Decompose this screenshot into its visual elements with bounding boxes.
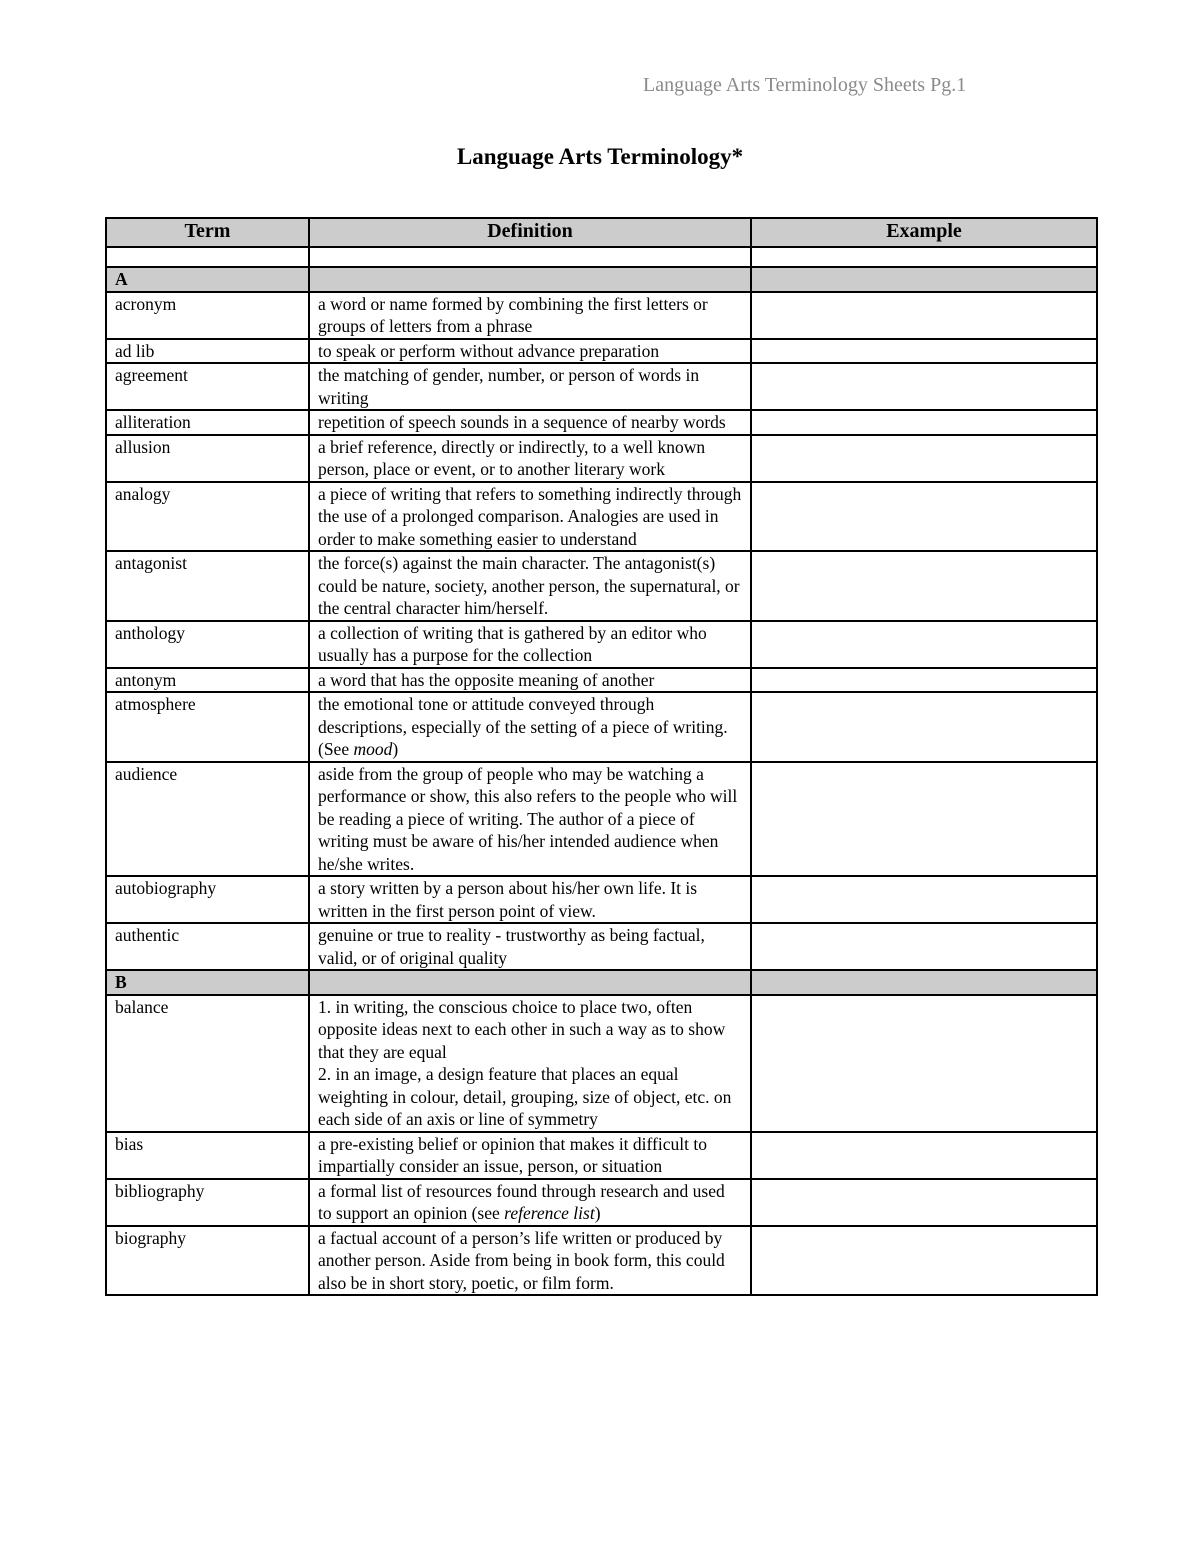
blank-cell xyxy=(309,247,751,267)
table-header-row xyxy=(106,218,1097,247)
cross-reference-term: reference list xyxy=(504,1203,595,1223)
document-title: Language Arts Terminology* xyxy=(456,144,744,169)
column-header-term: Term xyxy=(106,218,309,247)
term-cell: autobiography xyxy=(106,876,309,923)
term-cell: alliteration xyxy=(106,410,309,435)
definition-cell: to speak or perform without advance preparation xyxy=(309,339,751,364)
definition-line: 2. in an image, a design feature that places an equal weighting in colour, detail, grouping, size of object, etc. on each side of an axis or line of symmetry xyxy=(318,1064,732,1129)
term-cell: atmosphere xyxy=(106,692,309,762)
example-cell xyxy=(751,435,1097,482)
definition-cell: aside from the group of people who may be watching a performance or show, this also refers to the people who will be reading a piece of writing. The author of a piece of writing must be aware of his/her intended audience when he/she writes. xyxy=(309,762,751,877)
example-cell xyxy=(751,762,1097,877)
definition-cell: repetition of speech sounds in a sequence of nearby words xyxy=(309,410,751,435)
section-blank-cell xyxy=(751,267,1097,292)
example-cell xyxy=(751,1179,1097,1226)
section-blank-cell xyxy=(751,970,1097,995)
term-cell: authentic xyxy=(106,923,309,970)
table-row xyxy=(106,1179,1097,1226)
example-cell xyxy=(751,551,1097,621)
term-cell: bias xyxy=(106,1132,309,1179)
term-cell: ad lib xyxy=(106,339,309,364)
definition-cell xyxy=(309,692,751,762)
example-cell xyxy=(751,876,1097,923)
table-row xyxy=(106,482,1097,552)
example-cell xyxy=(751,363,1097,410)
example-cell xyxy=(751,923,1097,970)
section-row-b xyxy=(106,970,1097,995)
example-cell xyxy=(751,339,1097,364)
example-cell xyxy=(751,292,1097,339)
section-blank-cell xyxy=(309,267,751,292)
definition-cell: a piece of writing that refers to something indirectly through the use of a prolonged comparison. Analogies are used in order to make something easier to understand xyxy=(309,482,751,552)
term-cell: agreement xyxy=(106,363,309,410)
cross-reference-term: mood xyxy=(353,739,393,759)
example-cell xyxy=(751,1226,1097,1296)
table-row xyxy=(106,339,1097,364)
term-cell: biography xyxy=(106,1226,309,1296)
column-header-definition: Definition xyxy=(309,218,751,247)
term-cell: acronym xyxy=(106,292,309,339)
definition-cell: the matching of gender, number, or person of words in writing xyxy=(309,363,751,410)
table-row xyxy=(106,692,1097,762)
term-cell: antonym xyxy=(106,668,309,693)
definition-cell: a brief reference, directly or indirectly, to a well known person, place or event, or to another literary work xyxy=(309,435,751,482)
term-cell: audience xyxy=(106,762,309,877)
definition-cell: genuine or true to reality - trustworthy as being factual, valid, or of original quality xyxy=(309,923,751,970)
definition-cell xyxy=(309,1179,751,1226)
term-cell: balance xyxy=(106,995,309,1132)
definition-cell xyxy=(309,995,751,1132)
example-cell xyxy=(751,692,1097,762)
section-letter: B xyxy=(106,970,309,995)
table-row xyxy=(106,363,1097,410)
definition-line: 1. in writing, the conscious choice to place two, often opposite ideas next to each other in such a way as to show that they are equal xyxy=(318,996,726,1062)
blank-cell xyxy=(106,247,309,267)
definition-text: ) xyxy=(594,1203,601,1223)
definition-cell: a factual account of a person’s life written or produced by another person. Aside from being in book form, this could also be in short story, poetic, or film form. xyxy=(309,1226,751,1296)
table-row xyxy=(106,876,1097,923)
definition-cell: the force(s) against the main character. The antagonist(s) could be nature, society, another person, the supernatural, or the central character him/herself. xyxy=(309,551,751,621)
table-row xyxy=(106,995,1097,1132)
section-row-a xyxy=(106,267,1097,292)
term-cell: analogy xyxy=(106,482,309,552)
table-row xyxy=(106,1226,1097,1296)
definition-cell: a pre-existing belief or opinion that makes it difficult to impartially consider an issue, person, or situation xyxy=(309,1132,751,1179)
example-cell xyxy=(751,1132,1097,1179)
table-row xyxy=(106,1132,1097,1179)
example-cell xyxy=(751,668,1097,693)
definition-text: ) xyxy=(392,739,399,759)
table-row xyxy=(106,621,1097,668)
example-cell xyxy=(751,410,1097,435)
column-header-example: Example xyxy=(751,218,1097,247)
blank-row xyxy=(106,247,1097,267)
section-letter: A xyxy=(106,267,309,292)
table-row xyxy=(106,762,1097,877)
term-cell: bibliography xyxy=(106,1179,309,1226)
term-cell: antagonist xyxy=(106,551,309,621)
definition-cell: a word or name formed by combining the first letters or groups of letters from a phrase xyxy=(309,292,751,339)
table-row xyxy=(106,410,1097,435)
example-cell xyxy=(751,482,1097,552)
definition-cell: a word that has the opposite meaning of another xyxy=(309,668,751,693)
table-row xyxy=(106,668,1097,693)
example-cell xyxy=(751,995,1097,1132)
definition-cell: a collection of writing that is gathered by an editor who usually has a purpose for the collection xyxy=(309,621,751,668)
definition-text: the emotional tone or attitude conveyed through descriptions, especially of the setting of a piece of writing. (See xyxy=(318,694,728,759)
term-cell: allusion xyxy=(106,435,309,482)
blank-cell xyxy=(751,247,1097,267)
table-row xyxy=(106,292,1097,339)
term-cell: anthology xyxy=(106,621,309,668)
section-blank-cell xyxy=(309,970,751,995)
terminology-table xyxy=(105,217,1098,1296)
table-row xyxy=(106,435,1097,482)
table-row xyxy=(106,551,1097,621)
example-cell xyxy=(751,621,1097,668)
definition-text: a formal list of resources found through research and used to support an opinion (see xyxy=(318,1180,725,1223)
table-row xyxy=(106,923,1097,970)
definition-cell: a story written by a person about his/her own life. It is written in the first person point of view. xyxy=(309,876,751,923)
page-header-note: Language Arts Terminology Sheets Pg.1 xyxy=(643,74,967,96)
